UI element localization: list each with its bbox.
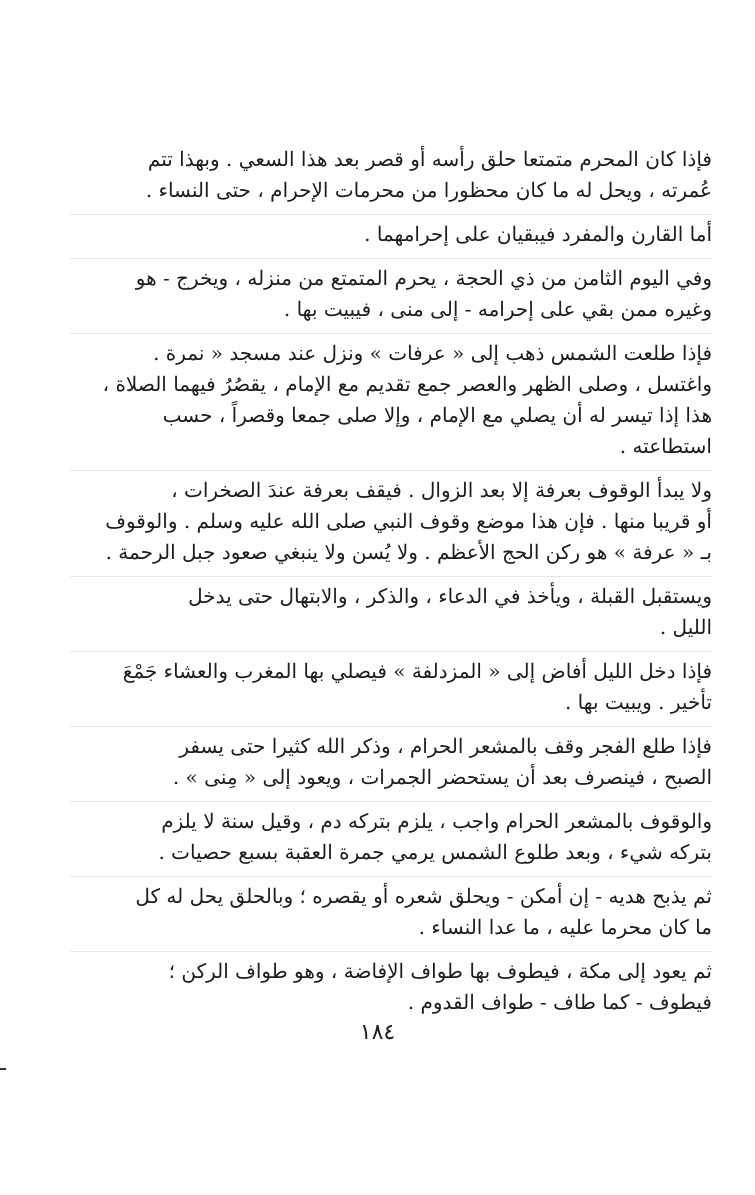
- text-line: فيطوف - كما طاف - طواف القدوم .: [407, 990, 712, 1015]
- text-line: فإذا دخل الليل أفاض إلى « المزدلفة » فيصلي بها المغرب والعشاء جَمْعَ: [122, 659, 712, 684]
- paragraph: [70, 140, 712, 206]
- paragraph: [70, 576, 712, 643]
- paragraph: [70, 214, 712, 250]
- text-line: هذا إذا تيسر له أن يصلي مع الإمام ، وإلا صلى جمعا وقصراً ، حسب: [162, 403, 712, 428]
- text-line: أو قريبا منها . فإن هذا موضع وقوف النبي صلى الله عليه وسلم . والوقوف: [105, 509, 712, 534]
- page-number: ١٨٤: [359, 1020, 396, 1045]
- text-line: فإذا طلع الفجر وقف بالمشعر الحرام ، وذكر الله كثيرا حتى يسفر: [179, 734, 712, 759]
- text-line: تأخير . ويبيت بها .: [564, 690, 712, 715]
- paragraph: [70, 951, 712, 1018]
- text-line: ثم يذبح هديه - إن أمكن - ويحلق شعره أو يقصره ؛ وبالحلق يحل له كل: [135, 884, 712, 909]
- text-line: واغتسل ، وصلى الظهر والعصر جمع تقديم مع الإمام ، يقصُرُ فيهما الصلاة ،: [102, 372, 712, 397]
- paragraph: [70, 258, 712, 325]
- scan-edge-mark: [0, 1068, 6, 1070]
- text-line: عُمرته ، ويحل له ما كان محظورا من محرمات الإحرام ، حتى النساء .: [145, 178, 712, 203]
- text-line: بـ « عرفة » هو ركن الحج الأعظم . ولا يُسن ولا ينبغي صعود جبل الرحمة .: [105, 540, 712, 565]
- text-line: والوقوف بالمشعر الحرام واجب ، يلزم بتركه دم ، وقيل سنة لا يلزم: [161, 809, 712, 834]
- text-line: أما القارن والمفرد فيبقيان على إحرامهما .: [364, 222, 712, 247]
- text-line: وفي اليوم الثامن من ذي الحجة ، يحرم المتمتع من منزله ، ويخرج - هو: [135, 266, 712, 291]
- text-line: وغيره ممن بقي على إحرامه - إلى منى ، فيبيت بها .: [283, 297, 712, 322]
- paragraph: [70, 726, 712, 793]
- text-line: ما كان محرما عليه ، ما عدا النساء .: [418, 915, 712, 940]
- text-line: ويستقبل القبلة ، ويأخذ في الدعاء ، والذكر ، والابتهال حتى يدخل: [188, 584, 712, 609]
- paragraph: [70, 333, 712, 462]
- text-line: بتركه شيء ، وبعد طلوع الشمس يرمي جمرة العقبة بسبع حصيات .: [158, 840, 712, 865]
- text-line: استطاعته .: [619, 434, 712, 459]
- text-line: الليل .: [659, 615, 712, 640]
- paragraph: [70, 651, 712, 718]
- text-line: ثم يعود إلى مكة ، فيطوف بها طواف الإفاضة ، وهو طواف الركن ؛: [168, 959, 712, 984]
- text-line: الصبح ، فينصرف بعد أن يستحضر الجمرات ، ويعود إلى « مِنى » .: [172, 765, 712, 790]
- paragraph: [70, 470, 712, 568]
- text-line: فإذا طلعت الشمس ذهب إلى « عرفات » ونزل عند مسجد « نمرة .: [153, 341, 712, 366]
- paragraph: [70, 801, 712, 868]
- text-line: فإذا كان المحرم متمتعا حلق رأسه أو قصر بعد هذا السعي . وبهذا تتم: [147, 147, 712, 171]
- paragraph: [70, 876, 712, 943]
- text-line: ولا يبدأ الوقوف بعرفة إلا بعد الزوال . فيقف بعرفة عندَ الصخرات ،: [171, 478, 712, 503]
- body-text: [70, 140, 712, 1026]
